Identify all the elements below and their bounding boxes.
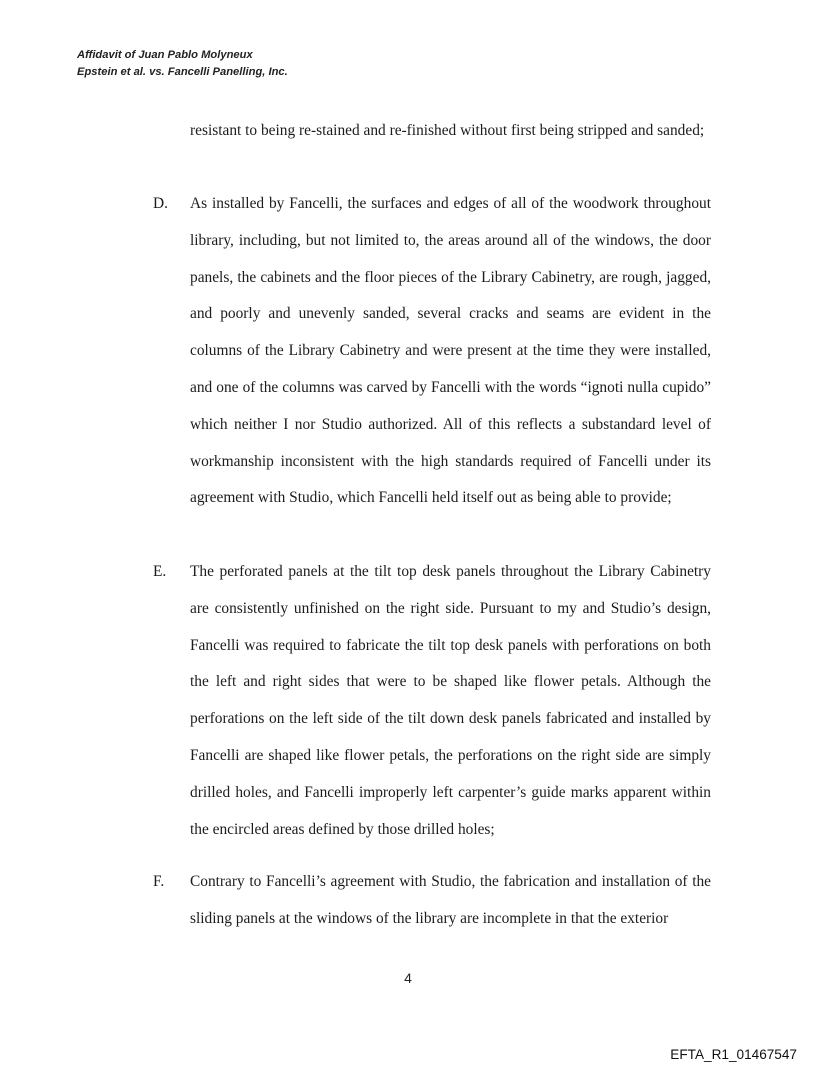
- header-affidavit-title: Affidavit of Juan Pablo Molyneux: [77, 49, 253, 61]
- item-f-marker: F.: [153, 873, 165, 890]
- paragraph-continuation: resistant to being re-stained and re-finished without first being stripped and sanded;: [190, 122, 705, 139]
- page-number: 4: [404, 970, 412, 986]
- item-e-text: The perforated panels at the tilt top desk panels throughout the Library Cabinetry are consistently unfinished on the right side. Pursuant to my and Studio’s design, Fancelli was required to fabricate the tilt top desk panels with perforations on both the left and right sides that were to be shaped like flower petals. Although the perforations on the left side of the tilt down desk panels fabricated and installed by Fancelli are shaped like flower petals, the perforations on the right side are simply drilled holes, and Fancelli improperly left carpenter’s guide marks apparent within the encircled areas defined by those drilled holes;: [190, 563, 711, 838]
- item-d-marker: D.: [153, 195, 168, 212]
- header-case-caption: Epstein et al. vs. Fancelli Panelling, Inc.: [77, 66, 288, 78]
- document-id-stamp: EFTA_R1_01467547: [670, 1047, 797, 1062]
- item-f-text: Contrary to Fancelli’s agreement with Studio, the fabrication and installation of the sliding panels at the windows of the library are incomplete in that the exterior: [190, 873, 711, 927]
- item-e-marker: E.: [153, 563, 167, 580]
- document-header: [77, 47, 288, 81]
- item-d-text: As installed by Fancelli, the surfaces and edges of all of the woodwork throughout library, including, but not limited to, the areas around all of the windows, the door panels, the cabinets and the floor pieces of the Library Cabinetry, are rough, jagged, and poorly and unevenly sanded, several cracks and seams are evident in the columns of the Library Cabinetry and were present at the time they were installed, and one of the columns was carved by Fancelli with the words “ignoti nulla cupido” which neither I nor Studio authorized. All of this reflects a substandard level of workmanship inconsistent with the high standards required of Fancelli under its agreement with Studio, which Fancelli held itself out as being able to provide;: [190, 195, 711, 507]
